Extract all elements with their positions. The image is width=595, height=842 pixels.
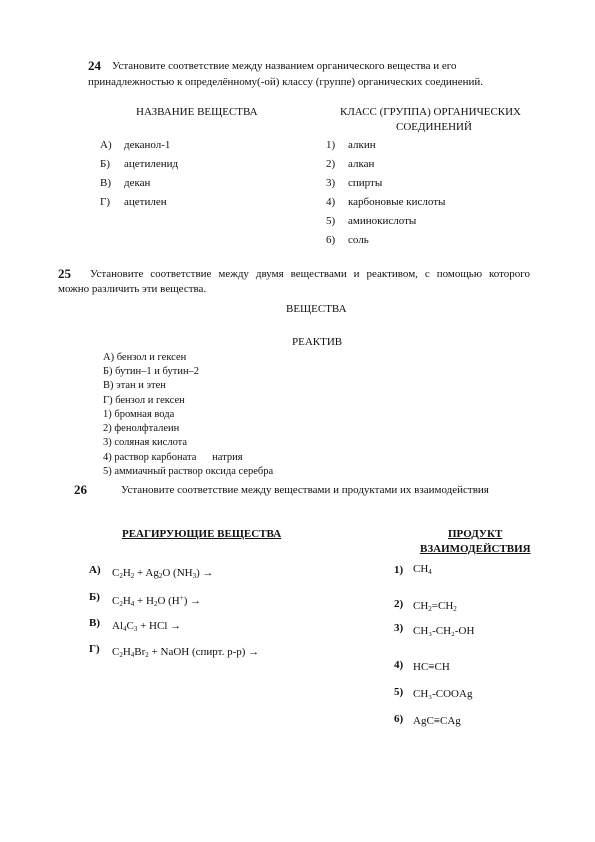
q24-right-num: 6) [326, 234, 336, 246]
q25-list-item: 5) аммиачный раствор оксида серебра [103, 466, 274, 477]
q24-right-item: аминокислоты [348, 215, 417, 227]
q24-right-num: 2) [326, 158, 336, 170]
q26-product-1: $CH_4$ [413, 563, 432, 576]
q26-product-3: CH₃-CH₂-OH [413, 625, 475, 637]
q26-right-num: 6) [394, 713, 404, 725]
question-number-24: 24 [88, 58, 101, 73]
q24-col2-header-line1: КЛАСС (ГРУППА) ОРГАНИЧЕСКИХ [340, 106, 522, 118]
q26-product-2: $CH_2=CH_2$ [413, 600, 457, 613]
q26-right-num: 1) [394, 564, 404, 576]
q24-left-item: ацетиленид [124, 158, 179, 170]
q24-right-item: карбоновые кислоты [348, 196, 446, 208]
q26-letter: В) [89, 617, 100, 629]
q26-product-6: AgC≡CAg [413, 715, 461, 727]
q26-letter: Б) [89, 591, 100, 603]
q25-list-item: 4) раствор карбоната натрия [103, 452, 243, 463]
q24-text-line1: Установите соответствие между названием органического вещества и его [112, 60, 457, 72]
q26-right-num: 2) [394, 598, 404, 610]
question-number-25: 25 [58, 266, 71, 281]
q24-left-letter: А) [100, 139, 112, 151]
q25-header-reagent: РЕАКТИВ [292, 336, 343, 348]
q26-header-right-line2: ВЗАИМОДЕЙСТВИЯ [420, 543, 531, 555]
q25-text-line1: Установите соответствие между двумя веществами и реактивом, с помощью которого [90, 268, 531, 280]
q24-left-letter: В) [100, 177, 111, 189]
q24-left-letter: Г) [100, 196, 111, 208]
q25-list-item: В) этан и этен [103, 380, 166, 391]
q26-text: Установите соответствие между веществами и продуктами их взаимодействия [121, 484, 489, 496]
q25-header-substances: ВЕЩЕСТВА [286, 303, 347, 315]
question-number-26: 26 [74, 482, 87, 497]
q25-list-item: Б) бутин–1 и бутин–2 [103, 366, 200, 377]
q24-col2-header-line2: СОЕДИНЕНИЙ [396, 121, 472, 133]
q26-header-left: РЕАГИРУЮЩИЕ ВЕЩЕСТВА [122, 528, 282, 540]
q25-list-item: 2) фенолфталеин [103, 423, 180, 434]
q26-reaction-b: $C_2H_4 + H_2O$ (H+) → [112, 594, 202, 608]
q25-list-item: Г) бензол и гексен [103, 395, 185, 406]
q26-right-num: 4) [394, 659, 404, 671]
q26-reaction-a: $C_2H_2 + Ag_2O$ $(NH_3)$ → [112, 567, 214, 580]
q24-right-num: 5) [326, 215, 336, 227]
q24-left-item: декан [124, 177, 151, 189]
q24-left-item: деканол-1 [124, 139, 171, 151]
q24-right-item: алкан [348, 158, 375, 170]
q25-list-item: А) бензол и гексен [103, 352, 187, 363]
q26-header-right-line1: ПРОДУКТ [448, 528, 503, 540]
q26-letter: Г) [89, 643, 100, 655]
q24-right-item: спирты [348, 177, 383, 189]
q26-reaction-v: $Al_4C_3$ + HCl → [112, 620, 182, 633]
q26-product-4: HC≡CH [413, 661, 450, 673]
q24-right-num: 1) [326, 139, 336, 151]
q26-letter: А) [89, 564, 101, 576]
q24-text-line2: принадлежностью к определённому(-ой) классу (группе) органических соединений. [88, 76, 483, 88]
q26-product-5: CH₃-COOAg [413, 688, 473, 700]
q24-left-letter: Б) [100, 158, 110, 170]
q25-text-line2: можно различить эти вещества. [58, 283, 207, 295]
q24-right-num: 3) [326, 177, 336, 189]
q24-right-num: 4) [326, 196, 336, 208]
q24-right-item: соль [348, 234, 369, 246]
q25-list-item: 3) соляная кислота [103, 437, 188, 448]
q26-right-num: 3) [394, 622, 404, 634]
q26-right-num: 5) [394, 686, 404, 698]
q24-right-item: алкин [348, 139, 376, 151]
q24-left-item: ацетилен [124, 196, 167, 208]
q25-list-item: 1) бромная вода [103, 409, 175, 420]
q26-reaction-g: $C_2H_4Br_2$ + NaOH (спирт. р-р) → [112, 646, 260, 659]
q24-col1-header: НАЗВАНИЕ ВЕЩЕСТВА [136, 106, 258, 118]
